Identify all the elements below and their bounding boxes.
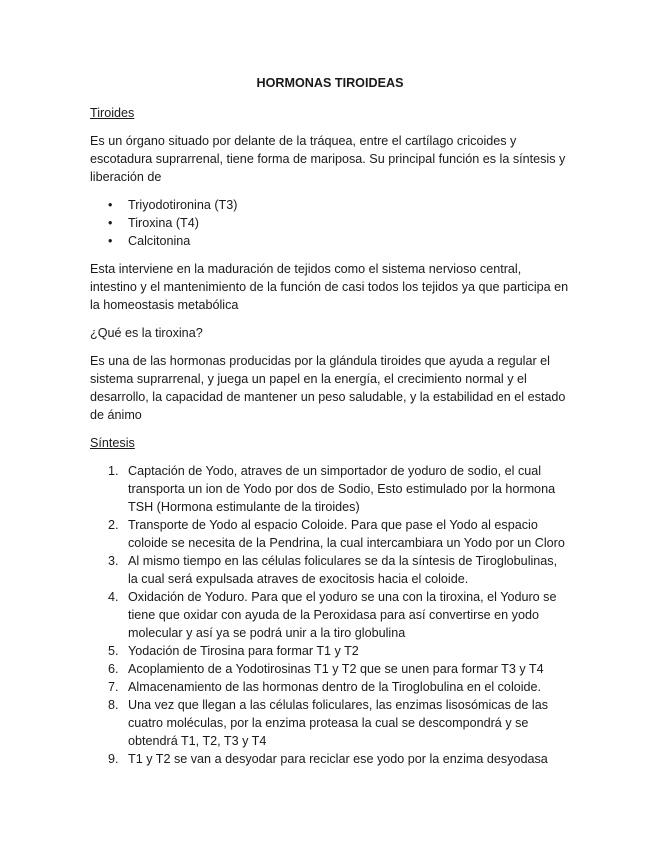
step-number: 3. (108, 554, 119, 568)
list-item (90, 462, 570, 516)
list-item (90, 660, 570, 678)
tiroides-function-paragraph: Esta interviene en la maduración de tejidos como el sistema nervioso central, intestino y el mantenimiento de la función de casi todos los tejidos ya que participa en la homeostasis metabólica (90, 262, 569, 312)
step-number: 6. (108, 662, 119, 676)
list-item (90, 552, 570, 588)
step-text: Captación de Yodo, atraves de un simportador de yoduro de sodio, el cual transporta un ion de Yodo por dos de Sodio, Esto estimulado por la hormona TSH (Hormona estimulante de la tiroides) (128, 464, 556, 514)
list-item (90, 750, 570, 768)
step-number: 7. (108, 680, 119, 694)
list-item (90, 214, 570, 232)
list-item-text: Tiroxina (T4) (128, 216, 199, 230)
bullet-icon: • (108, 234, 113, 248)
tiroxina-paragraph: Es una de las hormonas producidas por la glándula tiroides que ayuda a regular el sistema suprarrenal, y juega un papel en la energía, el crecimiento normal y el desarrollo, la capacidad de mantener un peso saludable, y la estabilidad en el estado de ánimo (90, 354, 566, 422)
list-item (90, 696, 570, 750)
section-heading-tiroides: Tiroides (90, 106, 135, 120)
step-text: Al mismo tiempo en las células foliculares se da la síntesis de Tiroglobulinas, la cual será expulsada atraves de exocitosis hacia el coloide. (128, 554, 558, 586)
list-item-text: Calcitonina (128, 234, 191, 248)
step-text: Oxidación de Yoduro. Para que el yoduro se una con la tiroxina, el Yoduro se tiene que oxidar con ayuda de la Peroxidasa para así convertirse en yodo molecular y así ya se podrá unir a la tiro globulina (128, 590, 557, 640)
list-item-text: Triyodotironina (T3) (128, 198, 238, 212)
step-text: Una vez que llegan a las células foliculares, las enzimas lisosómicas de las cuatro moléculas, por la enzima proteasa la cual se descompondrá y se obtendrá T1, T2, T3 y T4 (128, 698, 548, 748)
step-text: Yodación de Tirosina para formar T1 y T2 (128, 644, 359, 658)
document-title: HORMONAS TIROIDEAS (256, 76, 404, 90)
step-text: Almacenamiento de las hormonas dentro de la Tiroglobulina en el coloide. (128, 680, 542, 694)
bullet-icon: • (108, 216, 113, 230)
step-number: 1. (108, 464, 119, 478)
bullet-icon: • (108, 198, 113, 212)
list-item (90, 588, 570, 642)
hormone-list (90, 196, 570, 250)
step-text: Transporte de Yodo al espacio Coloide. Para que pase el Yodo al espacio coloide se necesita de la Pendrina, la cual intercambiara un Yodo por un Cloro (128, 518, 565, 550)
section-heading-tiroxina: ¿Qué es la tiroxina? (90, 326, 203, 340)
section-heading-sintesis: Síntesis (90, 436, 135, 450)
step-number: 2. (108, 518, 119, 532)
step-text: Acoplamiento de a Yodotirosinas T1 y T2 que se unen para formar T3 y T4 (128, 662, 544, 676)
tiroides-intro: Es un órgano situado por delante de la tráquea, entre el cartílago cricoides y escotadura suprarrenal, tiene forma de mariposa. Su principal función es la síntesis y liberación de (90, 134, 566, 184)
synthesis-steps-list (90, 462, 570, 768)
step-number: 4. (108, 590, 119, 604)
step-number: 5. (108, 644, 119, 658)
step-number: 9. (108, 752, 119, 766)
step-number: 8. (108, 698, 119, 712)
list-item (90, 232, 570, 250)
step-text: T1 y T2 se van a desyodar para reciclar ese yodo por la enzima desyodasa (128, 752, 548, 766)
list-item (90, 516, 570, 552)
document-page (90, 74, 570, 768)
list-item (90, 196, 570, 214)
list-item (90, 678, 570, 696)
list-item (90, 642, 570, 660)
